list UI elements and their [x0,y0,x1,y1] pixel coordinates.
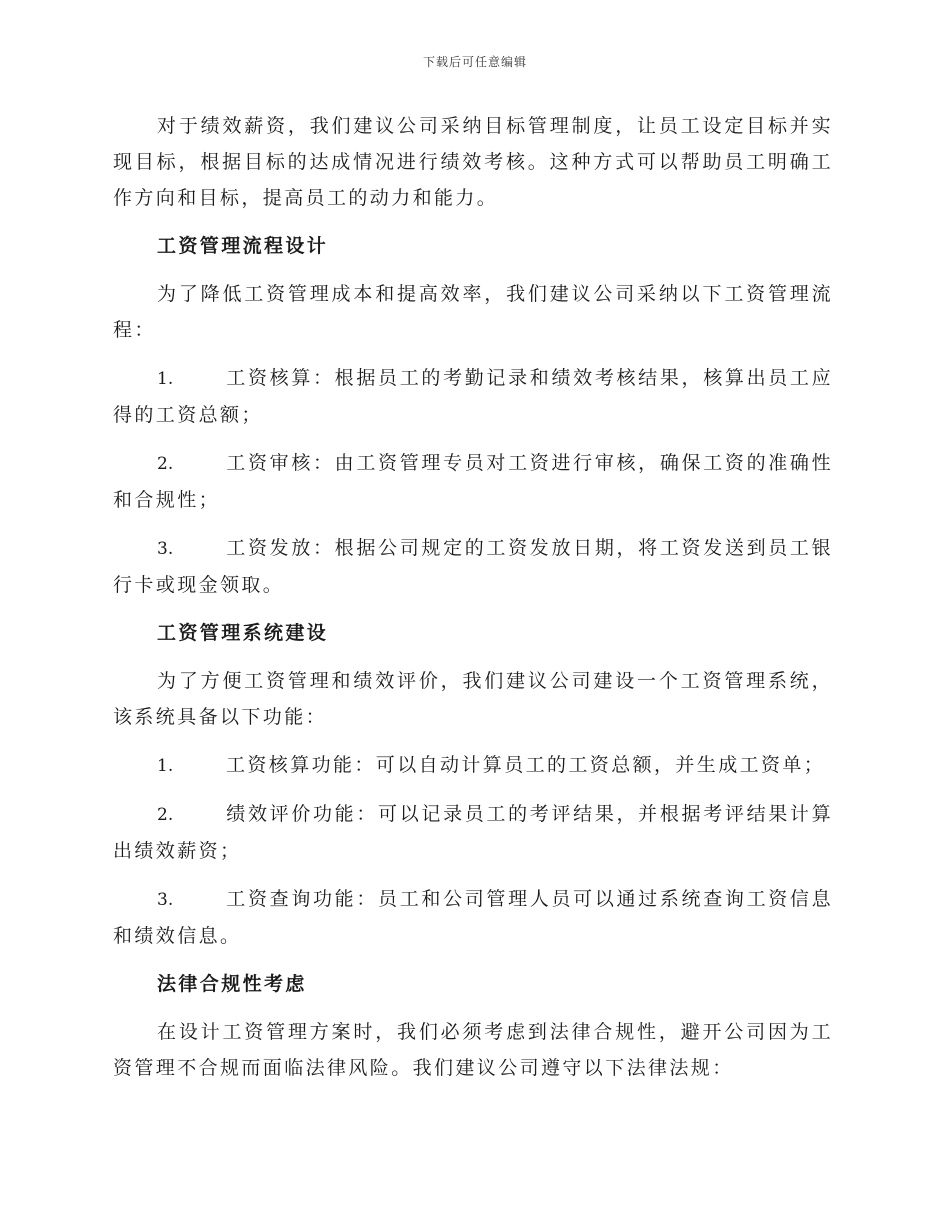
list-item [113,530,833,603]
list-number: 2. [157,454,174,474]
list-item-text: 工资查询功能：员工和公司管理人员可以通过系统查询工资信息和绩效信息。 [113,888,833,947]
list-number: 3. [157,890,174,910]
section-heading-process: 工资管理流程设计 [157,235,329,257]
paragraph-legal-intro: 在设计工资管理方案时，我们必须考虑到法律合规性，避开公司因为工资管理不合规而面临法律风险。我们建议公司遵守以下法律法规： [113,1021,833,1079]
list-item [113,360,833,433]
list-item [113,747,833,784]
list-item-text: 工资核算功能：可以自动计算员工的工资总额，并生成工资单； [226,754,826,776]
page-header: 下载后可任意编辑 [422,55,527,69]
list-number: 2. [157,805,174,825]
list-item [113,796,833,869]
list-number: 1. [157,756,174,776]
list-item-text: 工资发放：根据公司规定的工资发放日期，将工资发送到员工银行卡或现金领取。 [113,537,833,596]
list-item-text: 工资核算：根据员工的考勤记录和绩效考核结果，核算出员工应得的工资总额； [113,367,833,426]
document-body [113,108,833,1098]
list-number: 3. [157,539,174,559]
paragraph-performance-pay: 对于绩效薪资，我们建议公司采纳目标管理制度，让员工设定目标并实现目标，根据目标的达成情况进行绩效考核。这种方式可以帮助员工明确工作方向和目标，提高员工的动力和能力。 [113,115,833,209]
list-item [113,881,833,954]
paragraph-system-intro: 为了方便工资管理和绩效评价，我们建议公司建设一个工资管理系统，该系统具备以下功能： [113,670,833,728]
paragraph-process-intro: 为了降低工资管理成本和提高效率，我们建议公司采纳以下工资管理流程： [113,283,833,341]
section-heading-system: 工资管理系统建设 [157,622,329,644]
list-item-text: 工资审核：由工资管理专员对工资进行审核，确保工资的准确性和合规性； [113,452,833,511]
section-heading-legal: 法律合规性考虑 [157,973,307,995]
list-number: 1. [157,369,174,389]
list-item-text: 绩效评价功能：可以记录员工的考评结果，并根据考评结果计算出绩效薪资； [113,803,833,862]
list-item [113,445,833,518]
